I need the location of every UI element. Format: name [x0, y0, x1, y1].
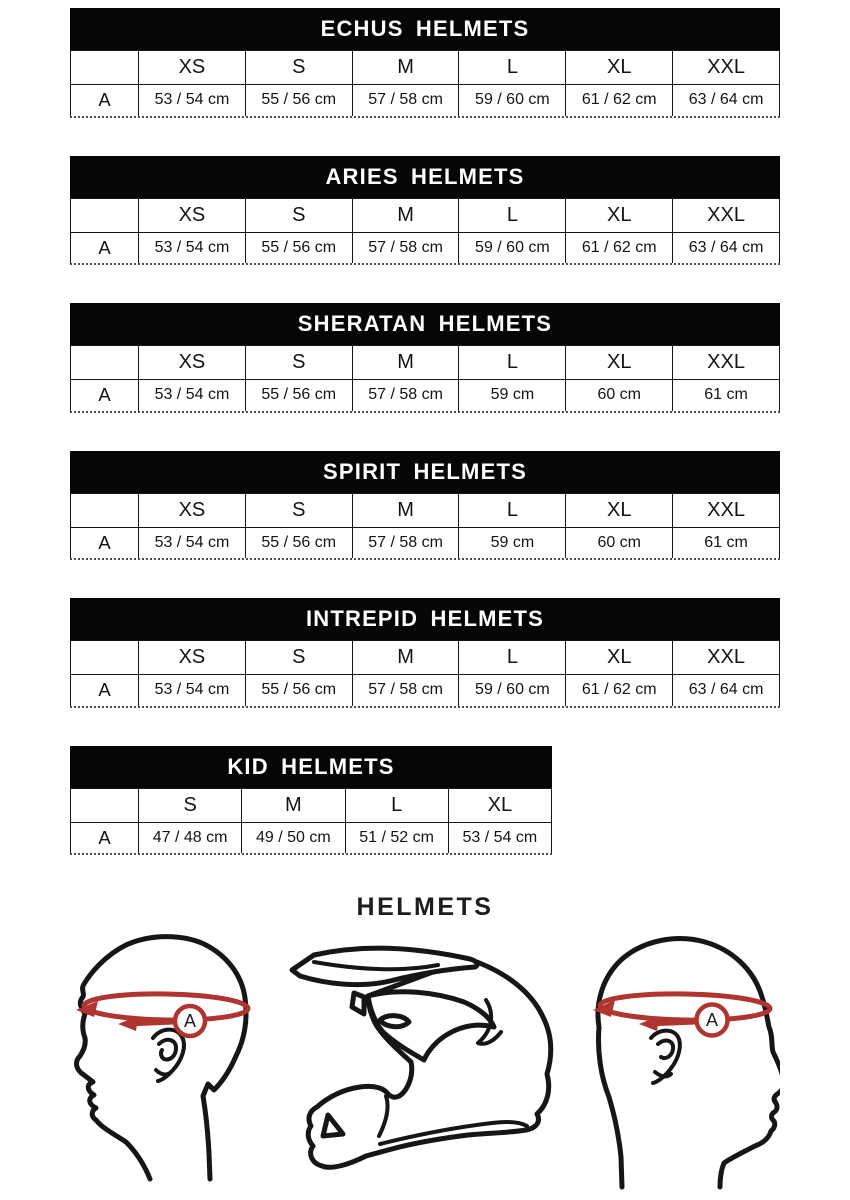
size-value-cell: 53 / 54 cm	[139, 232, 246, 263]
size-header-row	[71, 788, 552, 822]
size-value-cell: 57 / 58 cm	[352, 85, 459, 116]
size-column-header: XXL	[673, 346, 780, 380]
size-table	[70, 788, 552, 854]
table-title: SPIRIT HELMETS	[70, 451, 780, 493]
corner-cell	[71, 493, 139, 527]
size-value-cell: 59 cm	[459, 380, 566, 411]
head-profile-right-illustration	[585, 932, 780, 1192]
size-table-echus	[70, 8, 780, 118]
size-row	[71, 527, 780, 558]
size-column-header: L	[345, 788, 448, 822]
size-column-header: S	[245, 198, 352, 232]
size-value-cell: 59 / 60 cm	[459, 675, 566, 706]
size-column-header: M	[242, 788, 345, 822]
size-value-cell: 61 cm	[673, 527, 780, 558]
size-column-header: M	[352, 493, 459, 527]
size-value-cell: 47 / 48 cm	[139, 822, 242, 853]
size-value-cell: 63 / 64 cm	[673, 232, 780, 263]
size-column-header: XL	[566, 51, 673, 85]
size-value-cell: 61 cm	[673, 380, 780, 411]
size-value-cell: 49 / 50 cm	[242, 822, 345, 853]
size-column-header: XS	[139, 346, 246, 380]
size-value-cell: 61 / 62 cm	[566, 675, 673, 706]
size-column-header: S	[139, 788, 242, 822]
size-column-header: L	[459, 198, 566, 232]
table-title: SHERATAN HELMETS	[70, 303, 780, 345]
size-column-header: XL	[566, 346, 673, 380]
size-value-cell: 60 cm	[566, 527, 673, 558]
size-value-cell: 53 / 54 cm	[448, 822, 551, 853]
size-column-header: XS	[139, 51, 246, 85]
size-header-row	[71, 641, 780, 675]
corner-cell	[71, 788, 139, 822]
size-column-header: S	[245, 346, 352, 380]
size-column-header: XXL	[673, 493, 780, 527]
size-value-cell: 63 / 64 cm	[673, 675, 780, 706]
size-column-header: M	[352, 346, 459, 380]
size-column-header: XL	[566, 641, 673, 675]
size-table-sheratan	[70, 303, 780, 413]
corner-cell	[71, 51, 139, 85]
measurement-row-label: A	[71, 527, 139, 558]
size-column-header: XS	[139, 198, 246, 232]
motocross-helmet-illustration	[280, 938, 565, 1178]
size-value-cell: 59 / 60 cm	[459, 85, 566, 116]
measurement-row-label: A	[71, 380, 139, 411]
size-column-header: S	[245, 51, 352, 85]
size-value-cell: 55 / 56 cm	[245, 380, 352, 411]
size-table-intrepid	[70, 598, 780, 708]
size-table	[70, 345, 780, 411]
page-title: HELMETS	[356, 893, 494, 921]
size-column-header: M	[352, 198, 459, 232]
size-column-header: XXL	[673, 51, 780, 85]
size-column-header: XL	[566, 493, 673, 527]
size-value-cell: 61 / 62 cm	[566, 232, 673, 263]
size-header-row	[71, 51, 780, 85]
size-value-cell: 59 / 60 cm	[459, 232, 566, 263]
table-title: INTREPID HELMETS	[70, 598, 780, 640]
size-value-cell: 55 / 56 cm	[245, 85, 352, 116]
corner-cell	[71, 346, 139, 380]
corner-cell	[71, 198, 139, 232]
size-value-cell: 55 / 56 cm	[245, 675, 352, 706]
measurement-a-label: A	[183, 1010, 197, 1031]
size-column-header: L	[459, 641, 566, 675]
size-table	[70, 198, 780, 264]
size-column-header: L	[459, 51, 566, 85]
measurement-row-label: A	[71, 822, 139, 853]
measurement-row-label: A	[71, 232, 139, 263]
size-column-header: L	[459, 346, 566, 380]
size-table	[70, 640, 780, 706]
size-table	[70, 50, 780, 116]
size-column-header: S	[245, 641, 352, 675]
size-column-header: L	[459, 493, 566, 527]
size-header-row	[71, 346, 780, 380]
size-column-header: XS	[139, 493, 246, 527]
size-header-row	[71, 493, 780, 527]
size-value-cell: 53 / 54 cm	[139, 527, 246, 558]
size-column-header: XL	[448, 788, 551, 822]
size-value-cell: 59 cm	[459, 527, 566, 558]
size-column-header: XXL	[673, 198, 780, 232]
size-value-cell: 63 / 64 cm	[673, 85, 780, 116]
size-value-cell: 57 / 58 cm	[352, 380, 459, 411]
size-row	[71, 85, 780, 116]
size-column-header: S	[245, 493, 352, 527]
size-value-cell: 55 / 56 cm	[245, 232, 352, 263]
size-table-spirit	[70, 451, 780, 561]
table-title: KID HELMETS	[70, 746, 552, 788]
size-value-cell: 60 cm	[566, 380, 673, 411]
size-row	[71, 232, 780, 263]
size-column-header: M	[352, 51, 459, 85]
size-value-cell: 61 / 62 cm	[566, 85, 673, 116]
size-row	[71, 822, 552, 853]
size-value-cell: 53 / 54 cm	[139, 85, 246, 116]
size-column-header: XL	[566, 198, 673, 232]
size-table-kid	[70, 746, 552, 856]
size-row	[71, 380, 780, 411]
size-row	[71, 675, 780, 706]
corner-cell	[71, 641, 139, 675]
size-value-cell: 57 / 58 cm	[352, 675, 459, 706]
size-column-header: XXL	[673, 641, 780, 675]
size-table-aries	[70, 156, 780, 266]
size-column-header: M	[352, 641, 459, 675]
size-value-cell: 53 / 54 cm	[139, 675, 246, 706]
size-value-cell: 51 / 52 cm	[345, 822, 448, 853]
size-value-cell: 55 / 56 cm	[245, 527, 352, 558]
size-value-cell: 57 / 58 cm	[352, 527, 459, 558]
size-column-header: XS	[139, 641, 246, 675]
measurement-row-label: A	[71, 85, 139, 116]
head-profile-left-illustration	[70, 934, 260, 1184]
size-header-row	[71, 198, 780, 232]
table-title: ARIES HELMETS	[70, 156, 780, 198]
size-value-cell: 53 / 54 cm	[139, 380, 246, 411]
size-table	[70, 493, 780, 559]
measurement-figures	[70, 934, 780, 1192]
measurement-row-label: A	[71, 675, 139, 706]
measurement-a-label: A	[705, 1009, 719, 1030]
size-value-cell: 57 / 58 cm	[352, 232, 459, 263]
table-title: ECHUS HELMETS	[70, 8, 780, 50]
